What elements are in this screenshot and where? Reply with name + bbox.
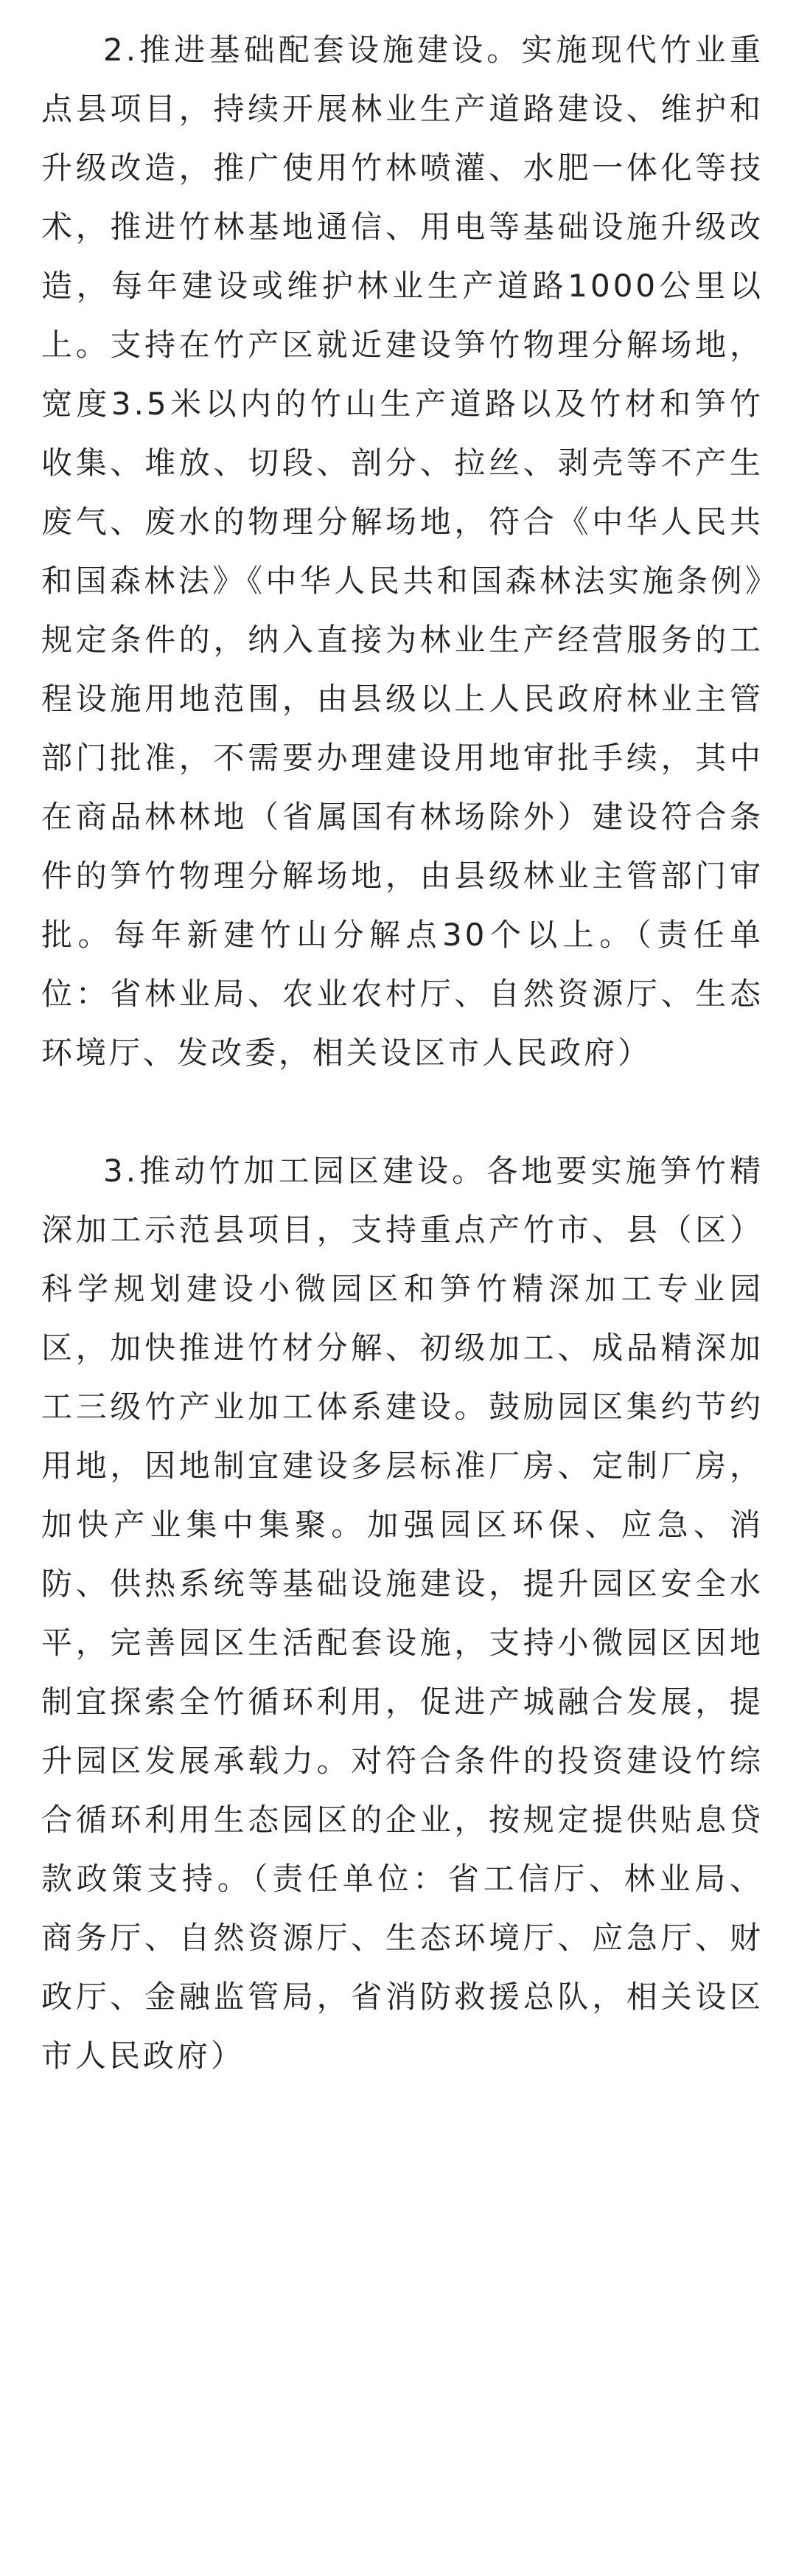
paragraph-industrial-park: 3.推动竹加工园区建设。各地要实施笋竹精深加工示范县项目，支持重点产竹市、县（区）科学规划建设小微园区和笋竹精深加工专业园区，加快推进竹材分解、初级加工、成品精深加工三级竹产业加工体系建设。鼓励园区集约节约用地，因地制宜建设多层标准厂房、定制厂房，加快产业集中集聚。加强园区环保、应急、消防、供热系统等基础设施建设，提升园区安全水平，完善园区生活配套设施，支持小微园区因地制宜探索全竹循环利用，促进产城融合发展，提升园区发展承载力。对符合条件的投资建设竹综合循环利用生态园区的企业，按规定提供贴息贷款政策支持。（责任单位：省工信厅、林业局、商务厅、自然资源厅、生态环境厅、应急厅、财政厅、金融监管局，省消防救援总队，相关设区市人民政府）: [41, 1153, 764, 2074]
paragraph-gap: [41, 1083, 764, 1142]
article-body: [41, 21, 764, 2086]
paragraph-infrastructure: 2.推进基础配套设施建设。实施现代竹业重点县项目，持续开展林业生产道路建设、维护和升级改造，推广使用竹林喷灌、水肥一体化等技术，推进竹林基地通信、用电等基础设施升级改造，每年建设或维护林业生产道路1000公里以上。支持在竹产区就近建设笋竹物理分解场地，宽度3.5米以内的竹山生产道路以及竹材和笋竹收集、堆放、切段、剖分、拉丝、剥壳等不产生废气、废水的物理分解场地，符合《中华人民共和国森林法》《中华人民共和国森林法实施条例》规定条件的，纳入直接为林业生产经营服务的工程设施用地范围，由县级以上人民政府林业主管部门批准，不需要办理建设用地审批手续，其中在商品林林地（省属国有林场除外）建设符合条件的笋竹物理分解场地，由县级林业主管部门审批。每年新建竹山分解点30个以上。（责任单位：省林业局、农业农村厅、自然资源厅、生态环境厅、发改委，相关设区市人民政府）: [41, 32, 764, 1071]
